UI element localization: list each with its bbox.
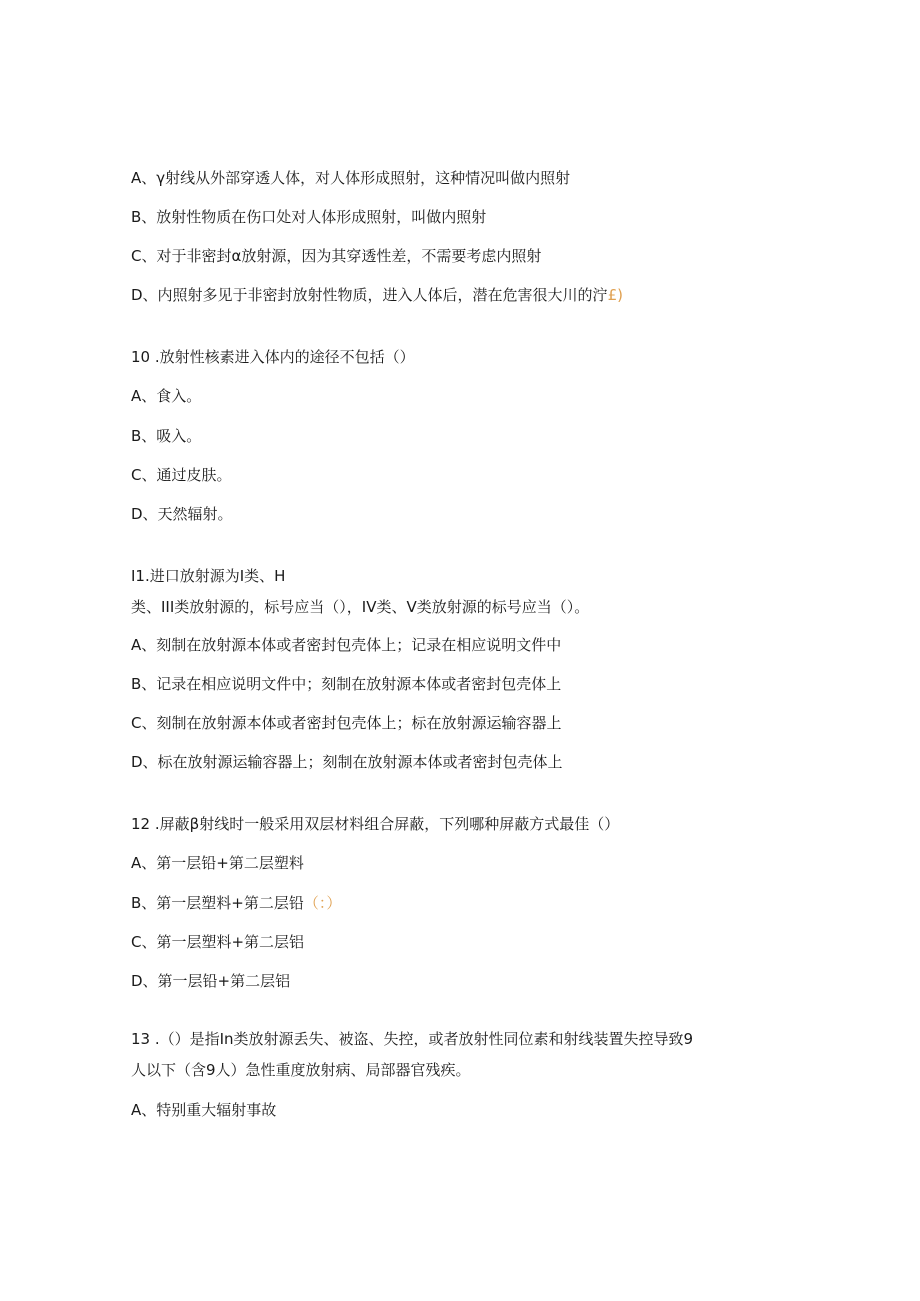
q10-option-a: A、食入。 — [131, 387, 202, 405]
q13-stem-line2: 人以下（含9人）急性重度放射病、局部器官残疾。 — [131, 1061, 471, 1079]
q12-option-b-mark: （：） — [303, 894, 342, 912]
q12-option-a: A、第一层铅+第二层塑料 — [131, 854, 304, 872]
q9-option-b: B、放射性物质在伤口处对人体形成照射，叫做内照射 — [131, 208, 487, 226]
q12-option-d: D、第一层铅+第二层铝 — [131, 972, 291, 990]
q10-option-d: D、天然辐射。 — [131, 505, 233, 523]
q10-option-c: C、通过皮肤。 — [131, 466, 232, 484]
q9-option-c: C、对于非密封α放射源，因为其穿透性差，不需要考虑内照射 — [131, 247, 542, 265]
q11-option-d: D、标在放射源运输容器上；刻制在放射源本体或者密封包壳体上 — [131, 753, 563, 771]
q12-option-b-text: B、第一层塑料+第二层铅 — [131, 894, 304, 912]
q11-stem-line2: 类、III类放射源的，标号应当（），IV类、V类放射源的标号应当（）。 — [131, 598, 590, 616]
q12-option-c: C、第一层塑料+第二层铝 — [131, 933, 305, 951]
q11-stem-line1: I1.进口放射源为I类、H — [131, 567, 286, 585]
q13-stem-line1: 13 .（）是指In类放射源丢失、被盗、失控，或者放射性同位素和射线装置失控导致9 — [131, 1030, 694, 1048]
q13-option-a: A、特别重大辐射事故 — [131, 1101, 277, 1119]
q9-option-d-mark: £) — [607, 286, 623, 304]
q9-option-d-text: D、内照射多见于非密封放射性物质，进入人体后，潜在危害很大川的泞 — [131, 286, 608, 304]
q10-stem: 10 .放射性核素进入体内的途径不包括（） — [131, 348, 415, 366]
q9-option-a: A、γ射线从外部穿透人体，对人体形成照射，这种情况叫做内照射 — [131, 169, 571, 187]
q11-option-a: A、刻制在放射源本体或者密封包壳体上；记录在相应说明文件中 — [131, 636, 562, 654]
q11-option-c: C、刻制在放射源本体或者密封包壳体上；标在放射源运输容器上 — [131, 714, 562, 732]
q11-option-b: B、记录在相应说明文件中；刻制在放射源本体或者密封包壳体上 — [131, 675, 562, 693]
q12-stem: 12 .屏蔽β射线时一般采用双层材料组合屏蔽，下列哪种屏蔽方式最佳（） — [131, 815, 620, 833]
q10-option-b: B、吸入。 — [131, 427, 202, 445]
q12-option-b — [131, 893, 341, 913]
q9-option-d — [131, 285, 623, 305]
